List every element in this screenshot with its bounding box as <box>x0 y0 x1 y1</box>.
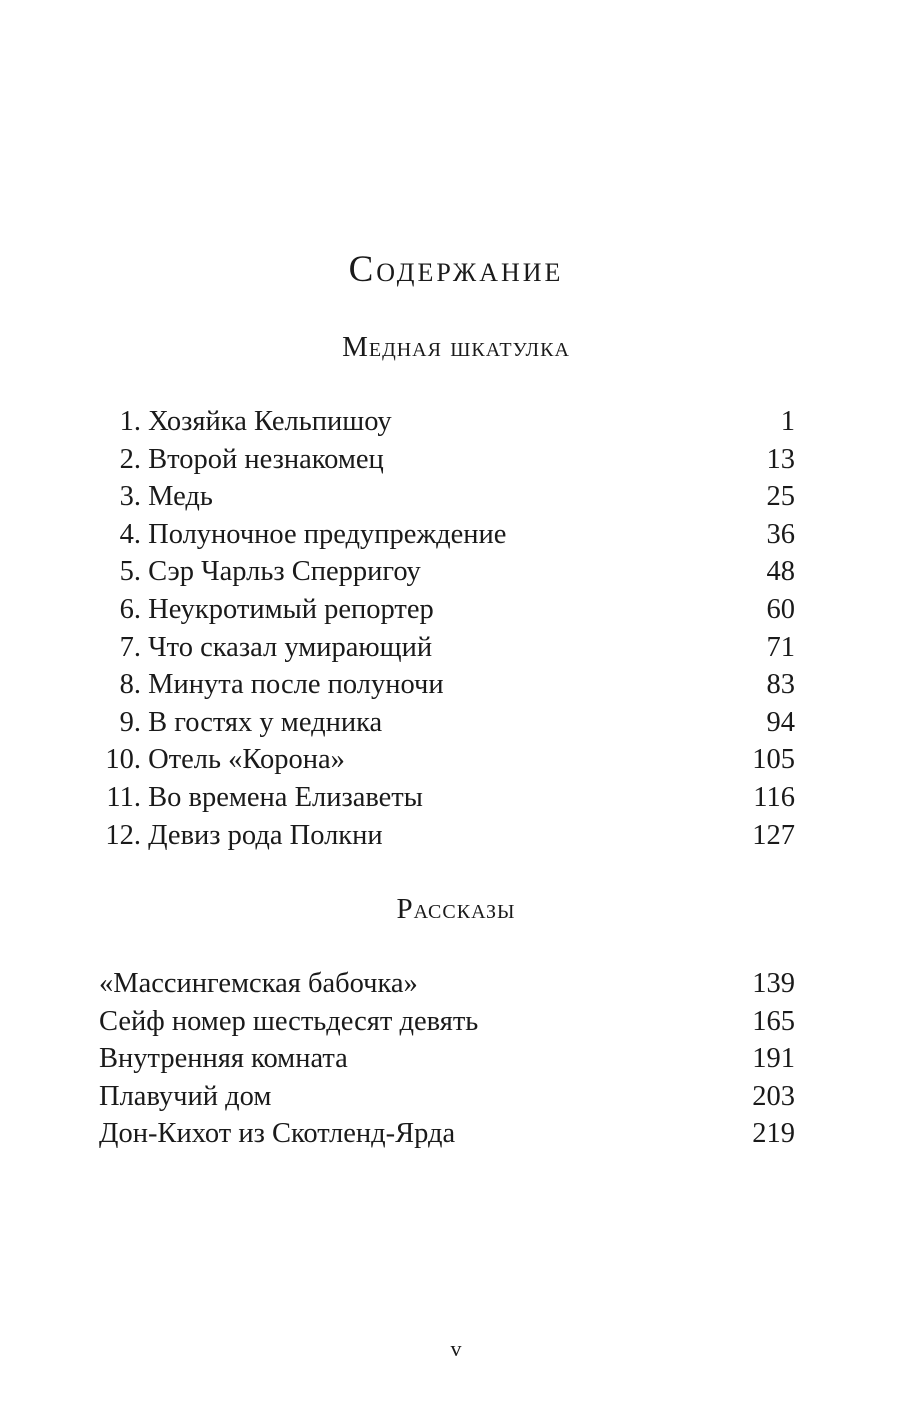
toc-entry-number: 10. <box>105 744 141 776</box>
toc-entry-number: 5. <box>119 556 141 588</box>
toc-entry-page: 13 <box>766 443 795 475</box>
toc-entry-page: 203 <box>752 1080 795 1112</box>
section-title: Медная шкатулка <box>342 331 570 363</box>
toc-entry-page: 60 <box>766 593 795 625</box>
toc-entry-title <box>99 779 423 817</box>
toc-entry-label: Неукротимый репортер <box>148 593 434 625</box>
page-number: v <box>450 1336 462 1361</box>
toc-entry <box>99 741 795 779</box>
toc-entry-page: 1 <box>780 406 795 437</box>
toc-entry <box>99 591 795 629</box>
toc-entry-title <box>99 741 345 779</box>
toc-entry-page: 219 <box>752 1118 795 1150</box>
toc-entry-label: Хозяйка Кельпишоу <box>148 406 392 437</box>
toc-entry-label: Полуночное предупреждение <box>148 518 507 550</box>
toc-entry-page: 83 <box>766 669 795 701</box>
section-title: Рассказы <box>396 893 516 925</box>
toc-entry-label: Сэр Чарльз Сперригоу <box>148 556 421 588</box>
toc-entry-label: Во времена Елизаветы <box>148 781 423 813</box>
toc-entry-title <box>99 441 384 479</box>
toc-entry-label: Дон-Кихот из Скотленд-Ярда <box>99 1118 456 1150</box>
toc-entry <box>99 403 795 441</box>
toc-list <box>99 403 795 854</box>
toc-entry-title <box>99 403 392 441</box>
toc-entry <box>99 779 795 817</box>
toc-entry-number: 3. <box>119 481 141 513</box>
toc-entry-number: 7. <box>119 631 141 663</box>
toc-entry-number: 8. <box>119 669 141 701</box>
toc-entry-title <box>99 516 506 554</box>
toc-entry-title <box>99 553 421 591</box>
toc-entry-page: 139 <box>752 968 795 999</box>
toc-entry-page: 48 <box>766 556 795 588</box>
toc-entry-page: 191 <box>752 1043 795 1075</box>
toc-entry <box>99 478 795 516</box>
toc-entry-label: Внутренняя комната <box>99 1043 348 1075</box>
toc-entry-number: 4. <box>119 518 141 550</box>
toc-entry-label: Плавучий дом <box>99 1080 272 1112</box>
toc-entry-label: Отель «Корона» <box>148 744 345 776</box>
toc-entry-number: 2. <box>119 443 141 475</box>
toc-entry-number: 9. <box>119 706 141 738</box>
toc-entry-number: 12. <box>105 819 141 851</box>
toc-entry-title <box>99 591 434 629</box>
toc-entry <box>99 704 795 742</box>
toc-entry <box>99 666 795 704</box>
toc-entry-page: 105 <box>752 744 795 776</box>
toc-entry-number: 1. <box>119 406 141 437</box>
toc-entry-page: 25 <box>766 481 795 513</box>
toc-entry-label: Медь <box>148 481 213 513</box>
page-title: Содержание <box>348 249 564 290</box>
toc-entry-number: 6. <box>119 593 141 625</box>
toc-entry-title <box>99 1115 455 1153</box>
toc-entry-page: 127 <box>752 819 795 851</box>
toc-entry-label: Сейф номер шестьдесят девять <box>99 1005 479 1037</box>
toc-entry-label: Девиз рода Полкни <box>148 819 383 851</box>
toc-entry-page: 36 <box>766 518 795 550</box>
toc-entry-title <box>99 1040 348 1078</box>
toc-entry <box>99 629 795 667</box>
toc-entry-label: Минута после полуночи <box>148 669 444 701</box>
toc-entry-label: «Массингемская бабочка» <box>99 968 418 999</box>
toc-entry-label: В гостях у медника <box>148 706 383 738</box>
toc-entry-title <box>99 1003 478 1041</box>
toc-list <box>99 965 795 1153</box>
toc-entry-page: 71 <box>766 631 795 663</box>
toc-entry-title <box>99 1078 271 1116</box>
toc-entry <box>99 1078 795 1116</box>
toc-entry <box>99 441 795 479</box>
toc-entry-label: Второй незнакомец <box>148 443 384 475</box>
toc-entry-page: 116 <box>753 781 795 813</box>
toc-entry-label: Что сказал умирающий <box>148 631 433 663</box>
toc-entry-title <box>99 478 213 516</box>
toc-entry <box>99 553 795 591</box>
toc-entry <box>99 1003 795 1041</box>
toc-entry-title <box>99 817 383 855</box>
toc-entry-page: 94 <box>766 706 795 738</box>
toc-entry <box>99 965 795 1003</box>
toc-entry-title <box>99 704 382 742</box>
toc-entry <box>99 817 795 855</box>
toc-entry-title <box>99 629 432 667</box>
toc-entry-number: 11. <box>106 781 141 813</box>
toc-entry <box>99 1115 795 1153</box>
toc-entry <box>99 1040 795 1078</box>
toc-entry-page: 165 <box>752 1005 795 1037</box>
toc-entry-title <box>99 965 418 1003</box>
toc-entry-title <box>99 666 444 704</box>
toc-entry <box>99 516 795 554</box>
